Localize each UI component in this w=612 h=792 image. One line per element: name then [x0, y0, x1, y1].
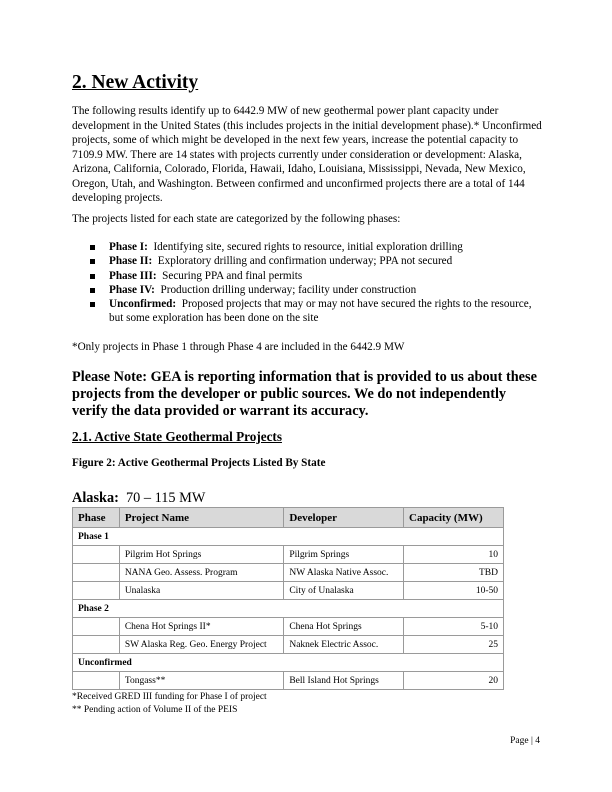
header-developer: Developer — [284, 508, 404, 528]
table-row — [73, 636, 504, 654]
project-name-cell: Unalaska — [119, 582, 284, 600]
table-footnote: ** Pending action of Volume II of the PEIS — [72, 705, 238, 715]
bullet-square-icon — [90, 259, 95, 264]
phase-cell — [73, 618, 120, 636]
phase-label: Phase II: — [109, 255, 153, 268]
table-header-row — [73, 508, 504, 528]
project-name-cell: Chena Hot Springs II* — [119, 618, 284, 636]
phase-label: Phase I: — [109, 241, 148, 253]
phase-cell — [73, 564, 120, 582]
capacity-cell: TBD — [404, 564, 504, 582]
phase-item — [90, 297, 546, 326]
developer-cell: NW Alaska Native Assoc. — [284, 564, 404, 582]
phase-description: Exploratory drilling and confirmation underway; PPA not secured — [157, 255, 453, 268]
phase-cell — [73, 546, 120, 564]
projects-table — [72, 507, 504, 690]
phase-cell — [73, 672, 120, 690]
page-number: Page | 4 — [510, 736, 540, 746]
developer-cell: City of Unalaska — [284, 582, 404, 600]
bullet-square-icon — [90, 245, 95, 250]
phase-item — [90, 254, 546, 268]
phase-label: Phase IV: — [109, 283, 155, 296]
figure-caption: Figure 2: Active Geothermal Projects Listed By State — [72, 457, 326, 469]
phase-group-row — [73, 654, 504, 672]
developer-cell: Naknek Electric Assoc. — [284, 636, 404, 654]
project-name-cell: Pilgrim Hot Springs — [119, 546, 284, 564]
phase-label: Phase III: — [109, 269, 157, 282]
table-row — [73, 618, 504, 636]
please-note: Please Note: GEA is reporting information that is provided to us about these projects from the developer or public sources. We do not independently verify the data provided or warrant its accuracy. — [72, 369, 537, 419]
capacity-cell: 20 — [404, 672, 504, 690]
phase-description: Securing PPA and final permits — [162, 269, 303, 282]
phase-label: Unconfirmed: — [109, 298, 177, 311]
project-name-cell: NANA Geo. Assess. Program — [119, 564, 284, 582]
phase-cell — [73, 582, 120, 600]
phase-description: Proposed projects that may or may not have secured the rights to the resource, but some exploration has been done on the site — [109, 298, 532, 325]
phase-item — [90, 269, 546, 283]
phase-description: Identifying site, secured rights to resource, initial exploration drilling — [153, 241, 463, 253]
developer-cell: Pilgrim Springs — [284, 546, 404, 564]
bullet-square-icon — [90, 274, 95, 279]
phase-description: Production drilling underway; facility under construction — [160, 283, 417, 296]
capacity-cell: 10 — [404, 546, 504, 564]
state-heading — [72, 490, 205, 507]
capacity-cell: 25 — [404, 636, 504, 654]
intro-paragraph: The following results identify up to 6442.9 MW of new geothermal power plant capacity under development in the United States (this includes projects in the initial development phase).* Unconfirmed projects, some of which might be developed in the next few years, increase the potential capacity to 7109.9 MW. There are 14 states with projects currently under consideration or development: Alaska, Arizona, California, Colorado, Florida, Hawaii, Idaho, Louisiana, Mississippi, Nevada, New Mexico, Oregon, Utah, and Washington. Between confirmed and unconfirmed projects there are a total of 144 developing projects. — [72, 105, 542, 204]
capacity-cell: 5-10 — [404, 618, 504, 636]
phases-intro: The projects listed for each state are categorized by the following phases: — [72, 213, 401, 225]
bullet-square-icon — [90, 302, 95, 307]
table-row — [73, 564, 504, 582]
phase-footnote: *Only projects in Phase 1 through Phase 4 are included in the 6442.9 MW — [72, 341, 405, 353]
header-capacity: Capacity (MW) — [404, 508, 504, 528]
capacity-cell: 10-50 — [404, 582, 504, 600]
subsection-title: 2.1. Active State Geothermal Projects — [72, 429, 282, 444]
state-name: Alaska: — [72, 490, 119, 506]
header-phase: Phase — [73, 508, 120, 528]
phase-group-label: Phase 1 — [73, 528, 504, 546]
header-project-name: Project Name — [119, 508, 284, 528]
phase-group-label: Unconfirmed — [73, 654, 504, 672]
project-name-cell: SW Alaska Reg. Geo. Energy Project — [119, 636, 284, 654]
phase-group-row — [73, 528, 504, 546]
project-name-cell: Tongass** — [119, 672, 284, 690]
bullet-square-icon — [90, 288, 95, 293]
phase-cell — [73, 636, 120, 654]
phase-list — [90, 240, 546, 326]
section-title: 2. New Activity — [72, 72, 199, 93]
phase-group-label: Phase 2 — [73, 600, 504, 618]
phase-group-row — [73, 600, 504, 618]
table-row — [73, 582, 504, 600]
phase-item — [90, 240, 546, 254]
table-row — [73, 672, 504, 690]
developer-cell: Bell Island Hot Springs — [284, 672, 404, 690]
phase-item — [90, 283, 546, 297]
table-row — [73, 546, 504, 564]
developer-cell: Chena Hot Springs — [284, 618, 404, 636]
state-capacity-range: 70 – 115 MW — [126, 490, 206, 506]
table-footnote: *Received GRED III funding for Phase I of project — [72, 692, 267, 702]
